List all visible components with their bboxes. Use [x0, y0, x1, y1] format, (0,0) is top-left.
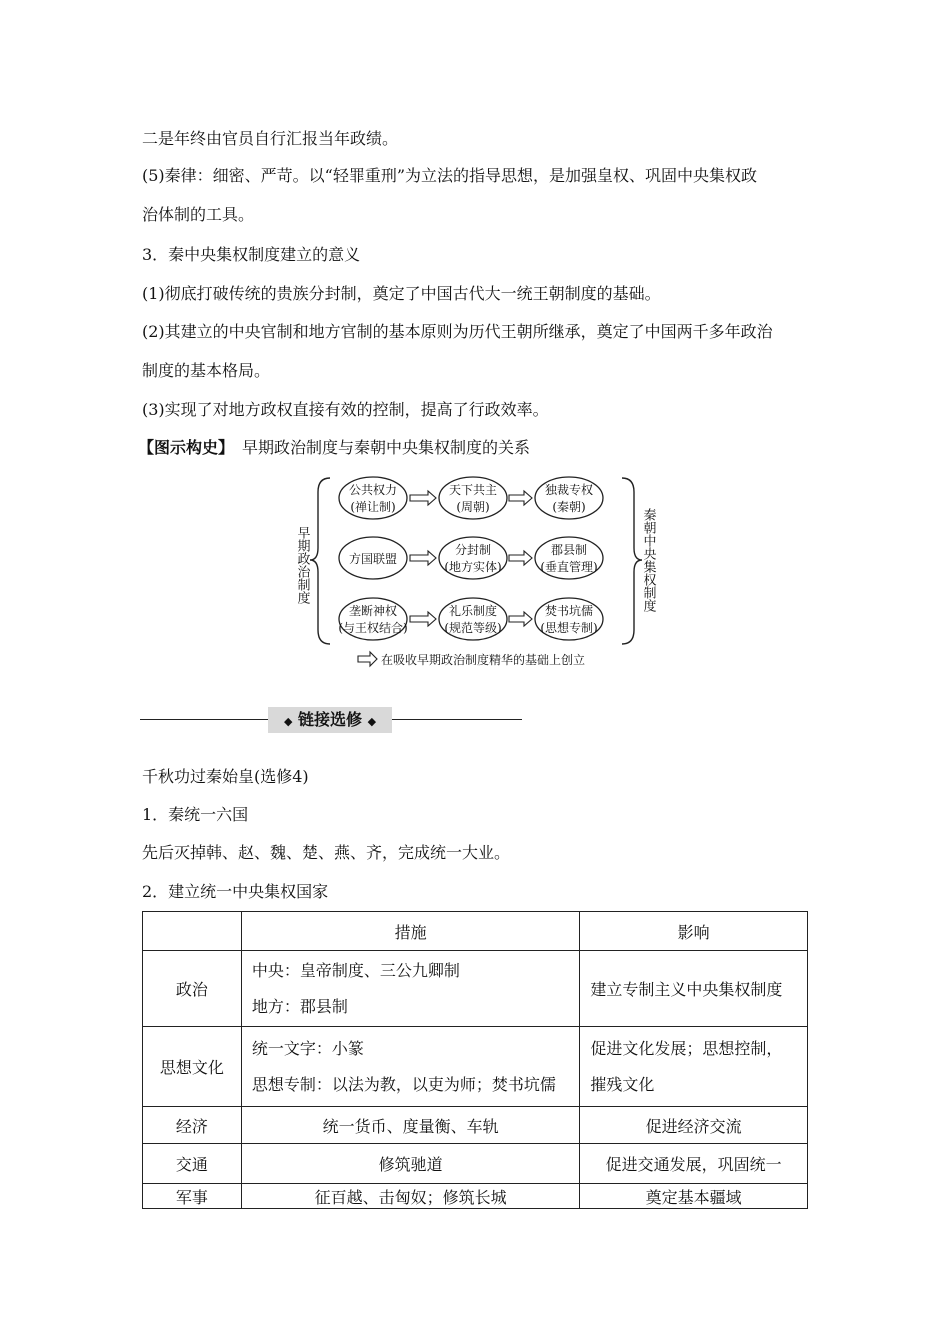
- paragraph-5: (1)彻底打破传统的贵族分封制，奠定了中国古代大一统王朝制度的基础。: [142, 284, 661, 303]
- node-3-1-line2: (与王权结合): [338, 621, 408, 635]
- link-rule-left: [140, 719, 268, 720]
- table-row: [143, 1184, 808, 1209]
- impact-line: 促进经济交流: [645, 1116, 742, 1136]
- paragraph-2: (5)秦律：细密、严苛。以“轻罪重刑”为立法的指导思想，是加强皇权、巩固中央集权政: [142, 166, 758, 185]
- figure-title: 早期政治制度与秦朝中央集权制度的关系: [242, 438, 531, 457]
- measure-line: 修筑驰道: [378, 1155, 443, 1174]
- table-row-measures: [241, 1027, 579, 1107]
- right-brace: [622, 478, 642, 644]
- table-row-measures: [241, 1144, 579, 1184]
- measure-line: 地方：郡县制: [251, 996, 348, 1016]
- measures-table: [142, 911, 808, 1209]
- paragraph-6: (2)其建立的中央官制和地方官制的基本原则为历代王朝所继承，奠定了中国两千多年政治: [142, 322, 773, 341]
- elective-section-1-heading: 1．秦统一六国: [142, 805, 249, 824]
- arrow-2-2: [509, 551, 532, 565]
- elective-section-1-text: 先后灭掉韩、赵、魏、楚、燕、齐，完成统一大业。: [142, 843, 511, 862]
- diamond-icon: ◆: [367, 715, 377, 728]
- left-label: 早期政治制度: [294, 526, 310, 604]
- table-row-category: 思想文化: [143, 1027, 242, 1107]
- node-3-2-line1: 礼乐制度: [448, 604, 498, 618]
- node-2-2-line1: 分封制: [454, 543, 492, 557]
- arrow-2-1: [410, 551, 436, 565]
- link-section-banner: [140, 707, 522, 733]
- table-row-impact: [580, 951, 808, 1027]
- arrow-1-2: [509, 491, 532, 505]
- node-1-1-line2: (禅让制): [350, 500, 396, 514]
- table-row-category: 经济: [143, 1107, 242, 1144]
- node-1-3-line1: 独裁专权: [544, 483, 594, 497]
- table-header-cell: [143, 912, 242, 951]
- impact-line: 奠定基本疆域: [645, 1187, 742, 1207]
- node-1-2-line1: 天下共主: [448, 483, 498, 497]
- node-2-3-line2: (垂直管理): [540, 560, 598, 574]
- arrow-3-1: [410, 612, 436, 626]
- table-row-impact: [580, 1144, 808, 1184]
- diagram-footnote: 在吸收早期政治制度精华的基础上创立: [381, 653, 586, 667]
- node-3-1-line1: 垄断神权: [348, 604, 398, 618]
- node-2-1-line1: 方国联盟: [348, 552, 398, 566]
- table-row-measures: [241, 1107, 579, 1144]
- paragraph-7: 制度的基本格局。: [142, 361, 271, 380]
- table-row-impact: [580, 1184, 808, 1209]
- table-row: [143, 951, 808, 1027]
- node-1-3-line2: (秦朝): [552, 500, 586, 514]
- measure-line: 中央：皇帝制度、三公九卿制: [251, 960, 460, 980]
- link-rule-right: [392, 719, 522, 720]
- table-row: [143, 1027, 808, 1107]
- table-row-category: 军事: [143, 1184, 242, 1209]
- table-row: [143, 1144, 808, 1184]
- diamond-icon: ◆: [283, 715, 293, 728]
- paragraph-8: (3)实现了对地方政权直接有效的控制，提高了行政效率。: [142, 400, 549, 419]
- link-section-label: [268, 707, 392, 733]
- elective-title: 千秋功过秦始皇(选修4): [142, 767, 309, 786]
- table-row: [143, 1107, 808, 1144]
- impact-line: 摧残文化: [590, 1074, 655, 1094]
- table-row-impact: [580, 1027, 808, 1107]
- impact-line: 促进交通发展，巩固统一: [605, 1155, 782, 1174]
- paragraph-3: 治体制的工具。: [142, 205, 255, 224]
- impact-line: 建立专制主义中央集权制度: [590, 980, 783, 999]
- measure-line: 统一文字：小篆: [251, 1038, 364, 1058]
- paragraph-1: 二是年终由官员自行汇报当年政绩。: [142, 129, 399, 148]
- elective-section-2-heading: 2．建立统一中央集权国家: [142, 882, 329, 901]
- node-3-2-line2: (规范等级): [444, 621, 502, 635]
- node-2-3-line1: 郡县制: [550, 543, 588, 557]
- node-2-2-line2: (地方实体): [444, 560, 502, 574]
- table-row-category: 交通: [143, 1144, 242, 1184]
- paragraph-4: 3．秦中央集权制度建立的意义: [142, 245, 361, 264]
- measure-line: 统一货币、度量衡、车轨: [322, 1116, 499, 1136]
- table-row-category: 政治: [143, 951, 242, 1027]
- left-brace: [310, 478, 330, 644]
- table-row-measures: [241, 951, 579, 1027]
- arrow-1-1: [410, 491, 436, 505]
- figure-tag: 【图示构史】: [138, 438, 235, 457]
- table-header-cell: 影响: [580, 912, 808, 951]
- table-row-impact: [580, 1107, 808, 1144]
- arrow-3-2: [509, 612, 532, 626]
- measure-line: 征百越、击匈奴；修筑长城: [314, 1187, 507, 1207]
- footnote-arrow-icon: [358, 652, 377, 666]
- table-header-row: [143, 912, 808, 951]
- node-1-1-line1: 公共权力: [348, 483, 398, 497]
- link-section-text: 链接选修: [297, 710, 362, 729]
- measure-line: 思想专制：以法为教，以吏为师；焚书坑儒: [251, 1074, 556, 1094]
- node-1-2-line2: (周朝): [456, 500, 490, 514]
- impact-line: 促进文化发展；思想控制，: [590, 1038, 783, 1058]
- right-label: 秦朝中央集权制度: [640, 508, 656, 612]
- table-header-cell: 措施: [241, 912, 579, 951]
- node-3-3-line1: 焚书坑儒: [544, 604, 594, 618]
- table-row-measures: [241, 1184, 579, 1209]
- node-3-3-line2: (思想专制): [540, 621, 598, 635]
